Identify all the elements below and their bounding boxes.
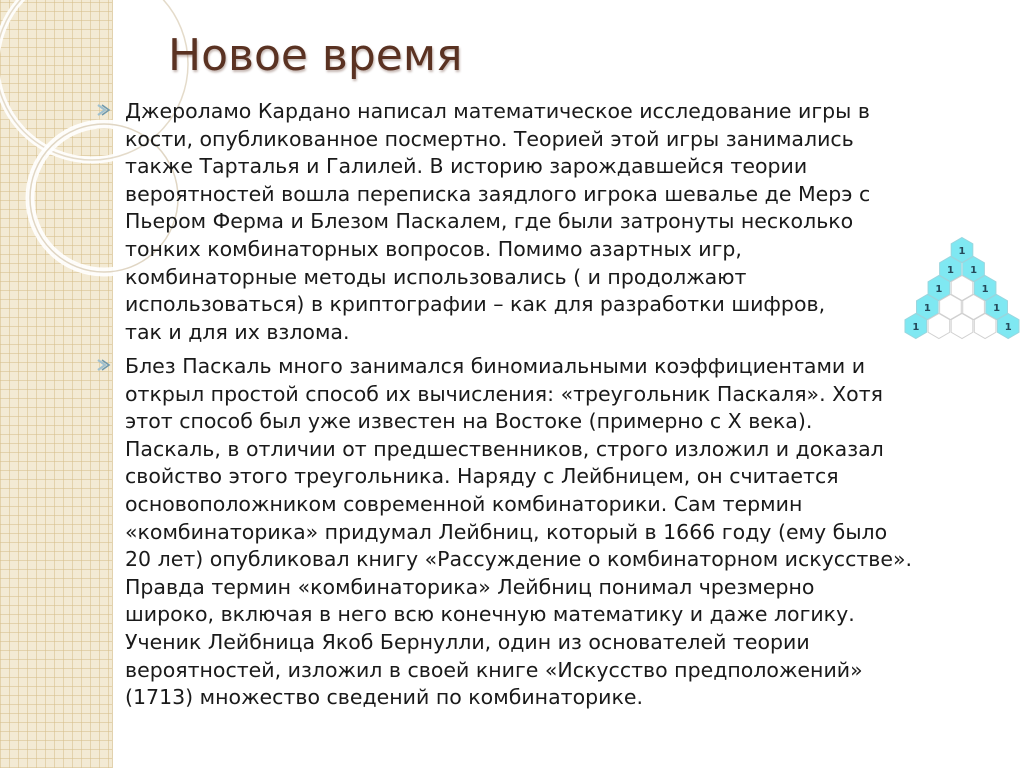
pascal-triangle-figure [900,236,1024,344]
arrow-bullet-icon [97,359,111,371]
pascal-cell-value: 1 [946,265,954,276]
pascal-cell-value: 1 [958,246,966,257]
bullet-cardano [125,98,885,346]
arrow-bullet-icon [97,104,111,116]
bullet-pascal [125,353,1005,712]
bullet-pascal-text: Блез Паскаль много занимался биномиальными коэффициентами и открыл простой способ их вычисления: «треугольник Паскаля». Хотя этот способ был уже известен на Востоке (примерно с Х века). Паскаль, в отличии от предшественников, строго изложил и доказал свойство этого треугольника. Наряду с Лейбницем, он считается основоположником современной комбинаторики. Сам термин «комбинаторика» придумал Лейбниц, который в 1666 году (ему было 20 лет) опубликовал книгу «Рассуждение о комбинаторном искусстве». Правда термин «комбинаторика» Лейбниц понимал чрезмерно широко, включая в него всю конечную математику и даже логику. Ученик Лейбница Якоб Бернулли, один из основателей теории вероятностей, изложил в своей книге «Искусство предположений» (1713) множество сведений по комбинаторике. [125,354,913,710]
pascal-cell-value: 1 [981,284,989,295]
pascal-cell-value: 1 [912,322,920,333]
bullet-cardano-text: Джероламо Кардано написал математическое исследование игры в кости, опубликованное посмертно. Теорией этой игры занимались также Тарталья и Галилей. В историю зарождавшейся теории вероятностей вошла переписка заядлого игрока шевалье де Мерэ с Пьером Ферма и Блезом Паскалем, где были затронуты несколько тонких комбинаторных вопросов. Помимо азартных игр, комбинаторные методы использовались ( и продолжают использоваться) в криптографии – как для разработки шифров, так и для их взлома. [125,99,871,344]
pascal-cell-value: 1 [935,284,943,295]
pascal-cell-value: 1 [970,265,978,276]
pascal-cell-value: 1 [923,303,931,314]
pascal-cell-value: 1 [993,303,1001,314]
pascal-cell-value: 1 [1004,322,1012,333]
slide-title: Новое время [168,30,463,81]
